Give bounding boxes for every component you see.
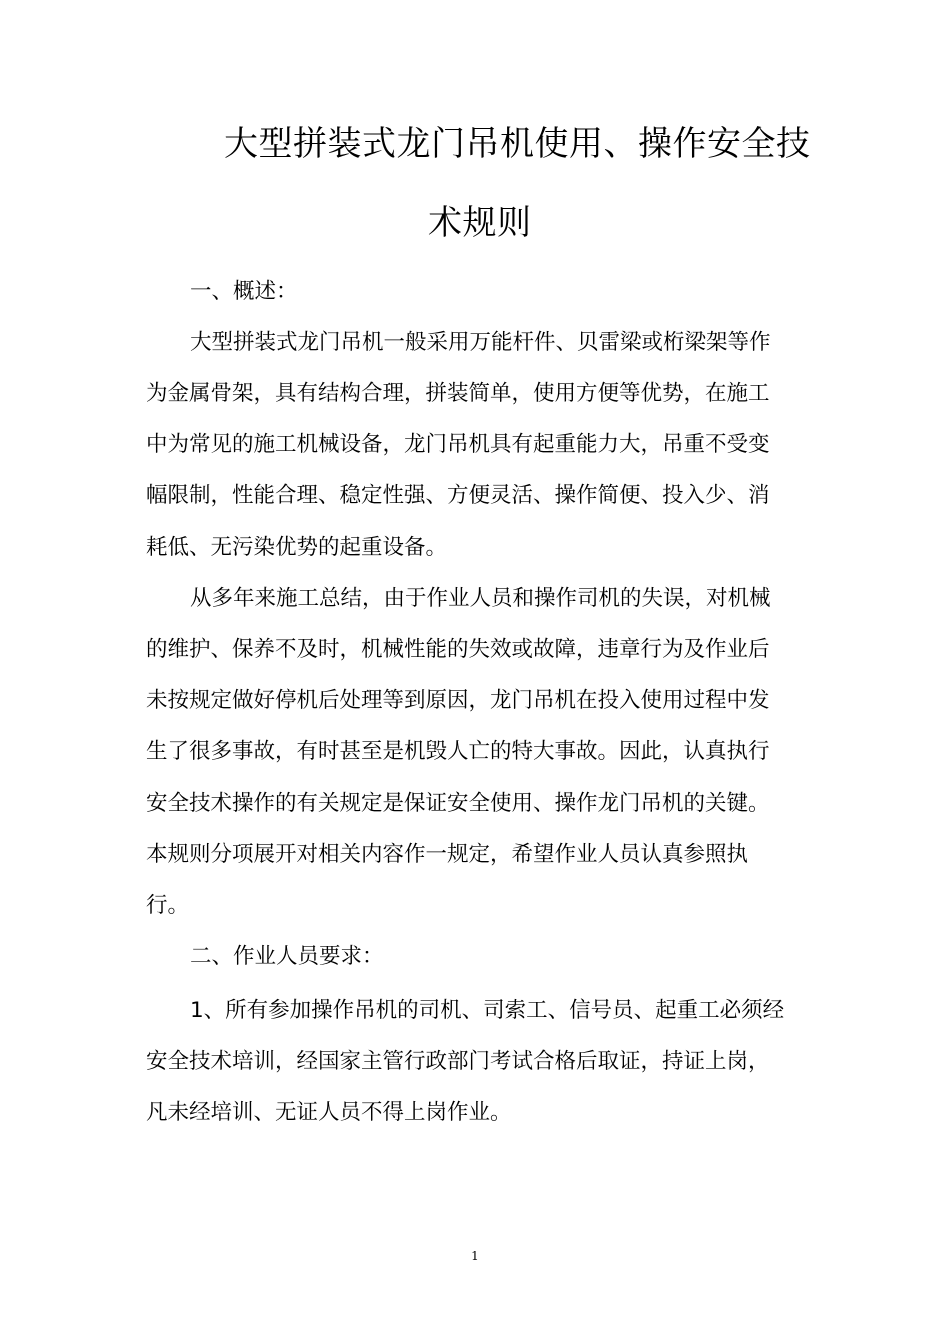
paragraph-line: 从多年来施工总结，由于作业人员和操作司机的失误，对机械 xyxy=(190,586,771,611)
paragraph-line: 未按规定做好停机后处理等到原因，龙门吊机在投入使用过程中发 xyxy=(146,688,770,713)
paragraph-line: 耗低、无污染优势的起重设备。 xyxy=(146,535,448,560)
paragraph-line: 为金属骨架，具有结构合理，拼装简单，使用方便等优势，在施工 xyxy=(146,381,770,406)
section-heading-personnel: 二、作业人员要求： xyxy=(190,944,384,969)
paragraph-line: 凡未经培训、无证人员不得上岗作业。 xyxy=(146,1100,512,1125)
paragraph-line: 的维护、保养不及时，机械性能的失效或故障，违章行为及作业后 xyxy=(146,637,770,662)
paragraph-line: 本规则分项展开对相关内容作一规定，希望作业人员认真参照执 xyxy=(146,842,749,867)
paragraph-line: 1、所有参加操作吊机的司机、司索工、信号员、起重工必须经 xyxy=(190,998,785,1023)
paragraph-line: 中为常见的施工机械设备，龙门吊机具有起重能力大，吊重不受变 xyxy=(146,432,770,457)
paragraph-line: 安全技术培训，经国家主管行政部门考试合格后取证，持证上岗， xyxy=(146,1049,770,1074)
paragraph-line: 行。 xyxy=(146,893,190,918)
document-title-line-2: 术规则 xyxy=(428,203,532,243)
document-title-line-1: 大型拼装式龙门吊机使用、操作安全技 xyxy=(224,124,811,164)
paragraph-line: 安全技术操作的有关规定是保证安全使用、操作龙门吊机的关键。 xyxy=(146,791,770,816)
paragraph-line: 幅限制，性能合理、稳定性强、方便灵活、操作简便、投入少、消 xyxy=(146,483,770,508)
paragraph-line: 大型拼装式龙门吊机一般采用万能杆件、贝雷梁或桁梁架等作 xyxy=(190,330,771,355)
section-heading-overview: 一、概述： xyxy=(190,279,298,304)
page-number: 1 xyxy=(471,1249,479,1263)
paragraph-line: 生了很多事故，有时甚至是机毁人亡的特大事故。因此，认真执行 xyxy=(146,739,770,764)
